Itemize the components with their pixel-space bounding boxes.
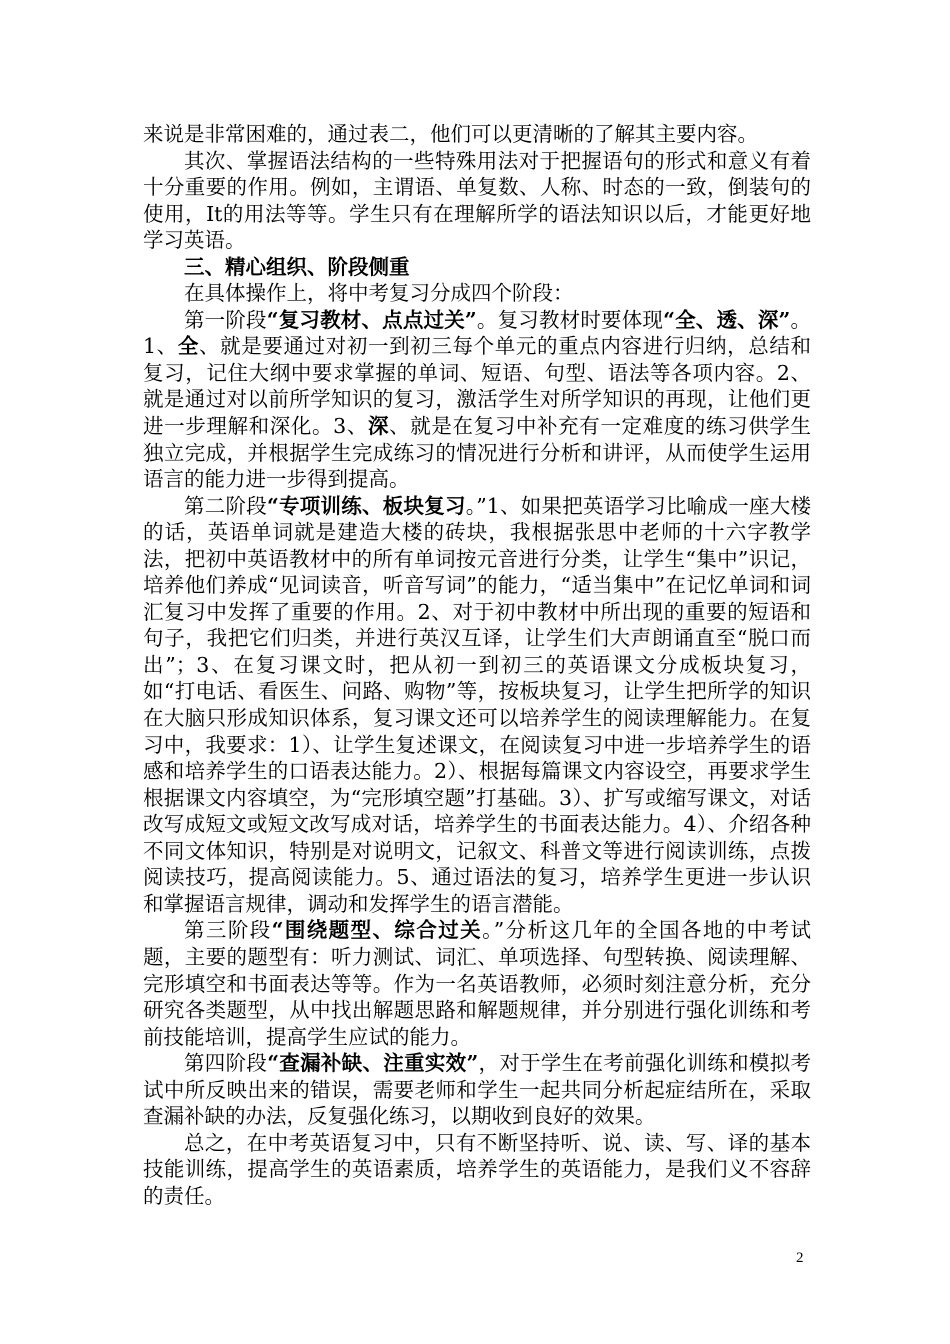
- bold-text-run: “查漏补缺、注重实效”: [267, 1051, 479, 1076]
- paragraph: [143, 254, 811, 281]
- text-run: ，对于学生在考前强化训练和模拟考试中所反映出来的错误，需要老师和学生一起共同分析起症结所在，采取查漏补缺的办法，反复强化练习，以期收到良好的效果。: [143, 1051, 811, 1129]
- text-run: 、就是在复习中补充有一定难度的练习供学生独立完成，并根据学生完成练习的情况进行分析和讲评，从而使学生运用语言的能力进一步得到提高。: [143, 414, 812, 492]
- text-run: 第一阶段: [184, 307, 267, 332]
- paragraph: [143, 917, 811, 1050]
- text-run: 来说是非常困难的，通过表二，他们可以更清晰的了解其主要内容。: [143, 122, 758, 146]
- paragraph: [143, 493, 811, 918]
- text-run: 第二阶段: [184, 493, 267, 518]
- paragraph: [143, 280, 811, 307]
- bold-text-run: “全、透、深”: [663, 307, 791, 332]
- page-number: 2: [796, 1250, 804, 1266]
- text-run: 、就是要通过对初一到初三每个单元的重点内容进行归纳，总结和复习，记住大纲中要求掌握的单词、短语、句型、语法等各项内容。2、就是通过对以前所学知识的复习，激活学生对所学知识的再现，让他们更进一步理解和深化。3、: [143, 334, 812, 439]
- body-text: [143, 121, 811, 1209]
- text-run: 其次、掌握语法结构的一些特殊用法对于把握语句的形式和意义有着十分重要的作用。例如，主谓语、单复数、人称、时态的一致，倒装句的使用，It的用法等等。学生只有在理解所学的语法知识以后，才能更好地学习英语。: [143, 148, 811, 253]
- bold-text-run: 全: [177, 334, 199, 359]
- text-run: 。1、: [143, 307, 811, 359]
- text-run: 总之，在中考英语复习中，只有不断坚持听、说、读、写、译的基本技能训练，提高学生的英语素质，培养学生的英语能力，是我们义不容辞的责任。: [143, 1130, 811, 1208]
- text-run: 。复习教材时要体现: [476, 307, 664, 332]
- bold-text-run: 三、精心组织、阶段侧重: [184, 254, 410, 279]
- paragraph: [143, 307, 811, 493]
- text-run: 第三阶段: [184, 918, 272, 943]
- text-run: 。”1、如果把英语学习比喻成一座大楼的话，英语单词就是建造大楼的砖块，我根据张思中老师的十六字教学法，把初中英语教材中的所有单词按元音进行分类，让学生“集中”识记，培养他们养成“见词读音，听音写词”的能力，“适当集中”在记忆单词和词汇复习中发挥了重要的作用。2、对于初中教材中所出现的重要的短语和句子，我把它们归类，并进行英汉互译，让学生们大声朗诵直至“脱口而出”；3、在复习课文时，把从初一到初三的英语课文分成板块复习，如“打电话、看医生、问路、购物”等，按板块复习，让学生把所学的知识在大脑只形成知识体系，复习课文还可以培养学生的阅读理解能力。在复习中，我要求：1）、让学生复述课文，在阅读复习中进一步培养学生的语感和培养学生的口语表达能力。2）、根据每篇课文内容设空，再要求学生根据课文内容填空，为“完形填空题”打基础。3）、扩写或缩写课文，对话改写成短文或短文改写成对话，培养学生的书面表达能力。4）、介绍各种不同文体知识，特别是对说明文，记叙文、科普文等进行阅读训练，点拨阅读技巧，提高阅读能力。5、通过语法的复习，培养学生更进一步认识和掌握语言规律，调动和发挥学生的语言潜能。: [143, 493, 811, 916]
- bold-text-run: 深: [367, 414, 390, 439]
- bold-text-run: “复习教材、点点过关”: [266, 307, 477, 332]
- paragraph: [143, 1050, 811, 1130]
- paragraph: [143, 148, 811, 254]
- text-run: 第四阶段: [184, 1051, 268, 1076]
- bold-text-run: “专项训练、板块复习: [267, 493, 466, 518]
- paragraph: [143, 121, 811, 148]
- text-run: 。”分析这几年的全国各地的中考试题，主要的题型有：听力测试、词汇、单项选择、句型转换、阅读理解、完形填空和书面表达等等。作为一名英语教师，必须时刻注意分析，充分研究各类题型，从中找出解题思路和解题规律，并分别进行强化训练和考前技能培训，提高学生应试的能力。: [143, 918, 811, 1049]
- bold-text-run: “围绕题型、综合过关: [271, 918, 483, 943]
- paragraph: [143, 1130, 811, 1210]
- text-run: 在具体操作上，将中考复习分成四个阶段：: [184, 281, 574, 306]
